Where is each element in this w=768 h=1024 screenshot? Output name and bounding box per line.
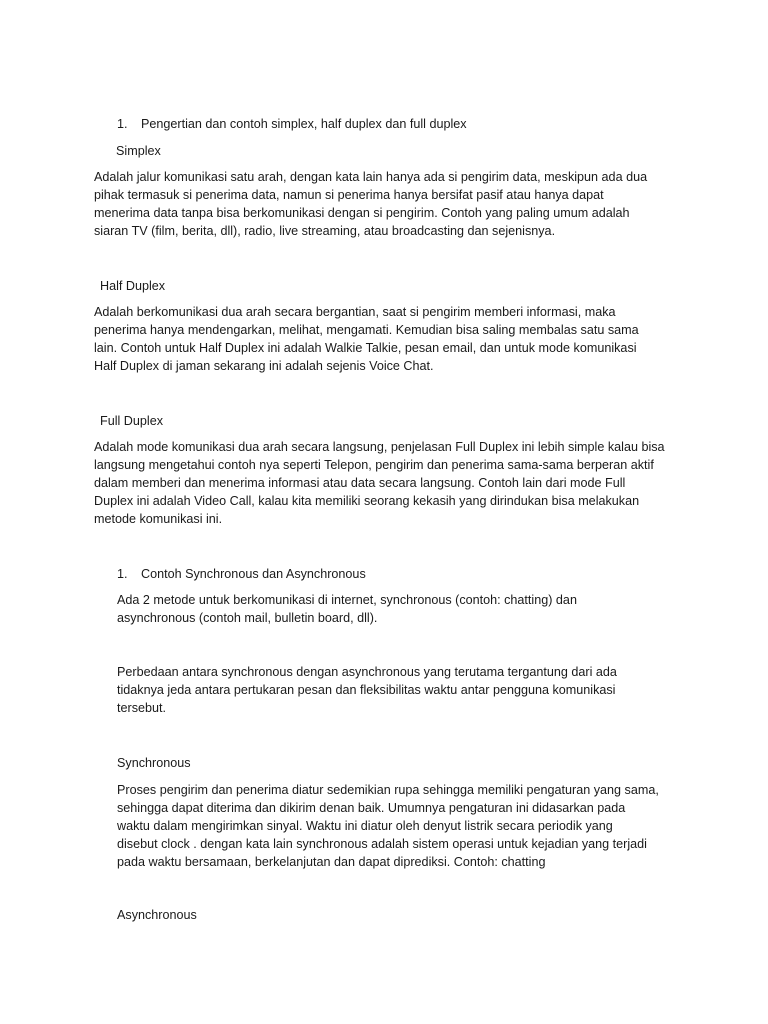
simplex-line: siaran TV (film, berita, dll), radio, live streaming, atau broadcasting dan sejenisnya. xyxy=(94,224,556,238)
simplex-paragraph xyxy=(94,168,647,240)
simplex-line: pihak termasuk si penerima data, namun si penerima hanya bersifat pasif atau hanya dapat xyxy=(94,188,604,202)
synchronous-line: Proses pengirim dan penerima diatur sedemikian rupa sehingga memiliki pengaturan yang sama, xyxy=(117,783,659,797)
full-duplex-paragraph xyxy=(94,438,665,528)
simplex-line: menerima data tanpa bisa berkomunikasi dengan si pengirim. Contoh yang paling umum adalah xyxy=(94,206,630,220)
section-2-number: 1. xyxy=(117,567,128,581)
section-1-number: 1. xyxy=(117,117,128,131)
section-1-title: Pengertian dan contoh simplex, half duplex dan full duplex xyxy=(141,117,467,131)
sync-intro-paragraph xyxy=(117,591,577,627)
full-duplex-line: Adalah mode komunikasi dua arah secara langsung, penjelasan Full Duplex ini lebih simple kalau bisa xyxy=(94,440,665,454)
synchronous-paragraph xyxy=(117,781,659,871)
section-2-title: Contoh Synchronous dan Asynchronous xyxy=(141,567,366,581)
full-duplex-line: dalam memberi dan menerima informasi atau data secara langsung. Contoh lain dari mode Full xyxy=(94,476,626,490)
half-duplex-line: penerima hanya mendengarkan, melihat, mengamati. Kemudian bisa saling membalas satu sama xyxy=(94,323,639,337)
simplex-line: Adalah jalur komunikasi satu arah, dengan kata lain hanya ada si pengirim data, meskipun ada dua xyxy=(94,170,648,184)
full-duplex-heading: Full Duplex xyxy=(100,414,163,428)
half-duplex-heading: Half Duplex xyxy=(100,279,166,293)
difference-paragraph xyxy=(117,663,617,717)
asynchronous-heading: Asynchronous xyxy=(117,908,197,922)
full-duplex-line: metode komunikasi ini. xyxy=(94,512,223,526)
section-2-heading xyxy=(117,565,366,583)
synchronous-line: sehingga dapat diterima dan dikirim denan baik. Umumnya pengaturan ini didasarkan pada xyxy=(117,801,626,815)
simplex-heading: Simplex xyxy=(116,144,161,158)
half-duplex-line: Adalah berkomunikasi dua arah secara bergantian, saat si pengirim memberi informasi, maka xyxy=(94,305,616,319)
full-duplex-line: Duplex ini adalah Video Call, kalau kita memiliki seorang kekasih yang dirindukan bisa melakukan xyxy=(94,494,640,508)
synchronous-heading: Synchronous xyxy=(117,756,191,770)
synchronous-line: disebut clock . dengan kata lain synchronous adalah sistem operasi untuk kejadian yang terjadi xyxy=(117,837,647,851)
full-duplex-line: langsung mengetahui contoh nya seperti Telepon, pengirim dan penerima sama-sama berperan aktif xyxy=(94,458,654,472)
half-duplex-paragraph xyxy=(94,303,639,375)
difference-line: tersebut. xyxy=(117,701,167,715)
sync-intro-line: Ada 2 metode untuk berkomunikasi di internet, synchronous (contoh: chatting) dan xyxy=(117,593,577,607)
section-1-heading xyxy=(117,115,467,133)
difference-line: tidaknya jeda antara pertukaran pesan dan fleksibilitas waktu antar pengguna komunikasi xyxy=(117,683,616,697)
half-duplex-line: Half Duplex di jaman sekarang ini adalah sejenis Voice Chat. xyxy=(94,359,434,373)
difference-line: Perbedaan antara synchronous dengan asynchronous yang terutama tergantung dari ada xyxy=(117,665,617,679)
sync-intro-line: asynchronous (contoh mail, bulletin board, dll). xyxy=(117,611,378,625)
synchronous-line: pada waktu bersamaan, berkelanjutan dan dapat diprediksi. Contoh: chatting xyxy=(117,855,546,869)
synchronous-line: waktu dalam mengirimkan sinyal. Waktu ini diatur oleh denyut listrik secara periodik yang xyxy=(117,819,613,833)
half-duplex-line: lain. Contoh untuk Half Duplex ini adalah Walkie Talkie, pesan email, dan untuk mode komunikasi xyxy=(94,341,637,355)
